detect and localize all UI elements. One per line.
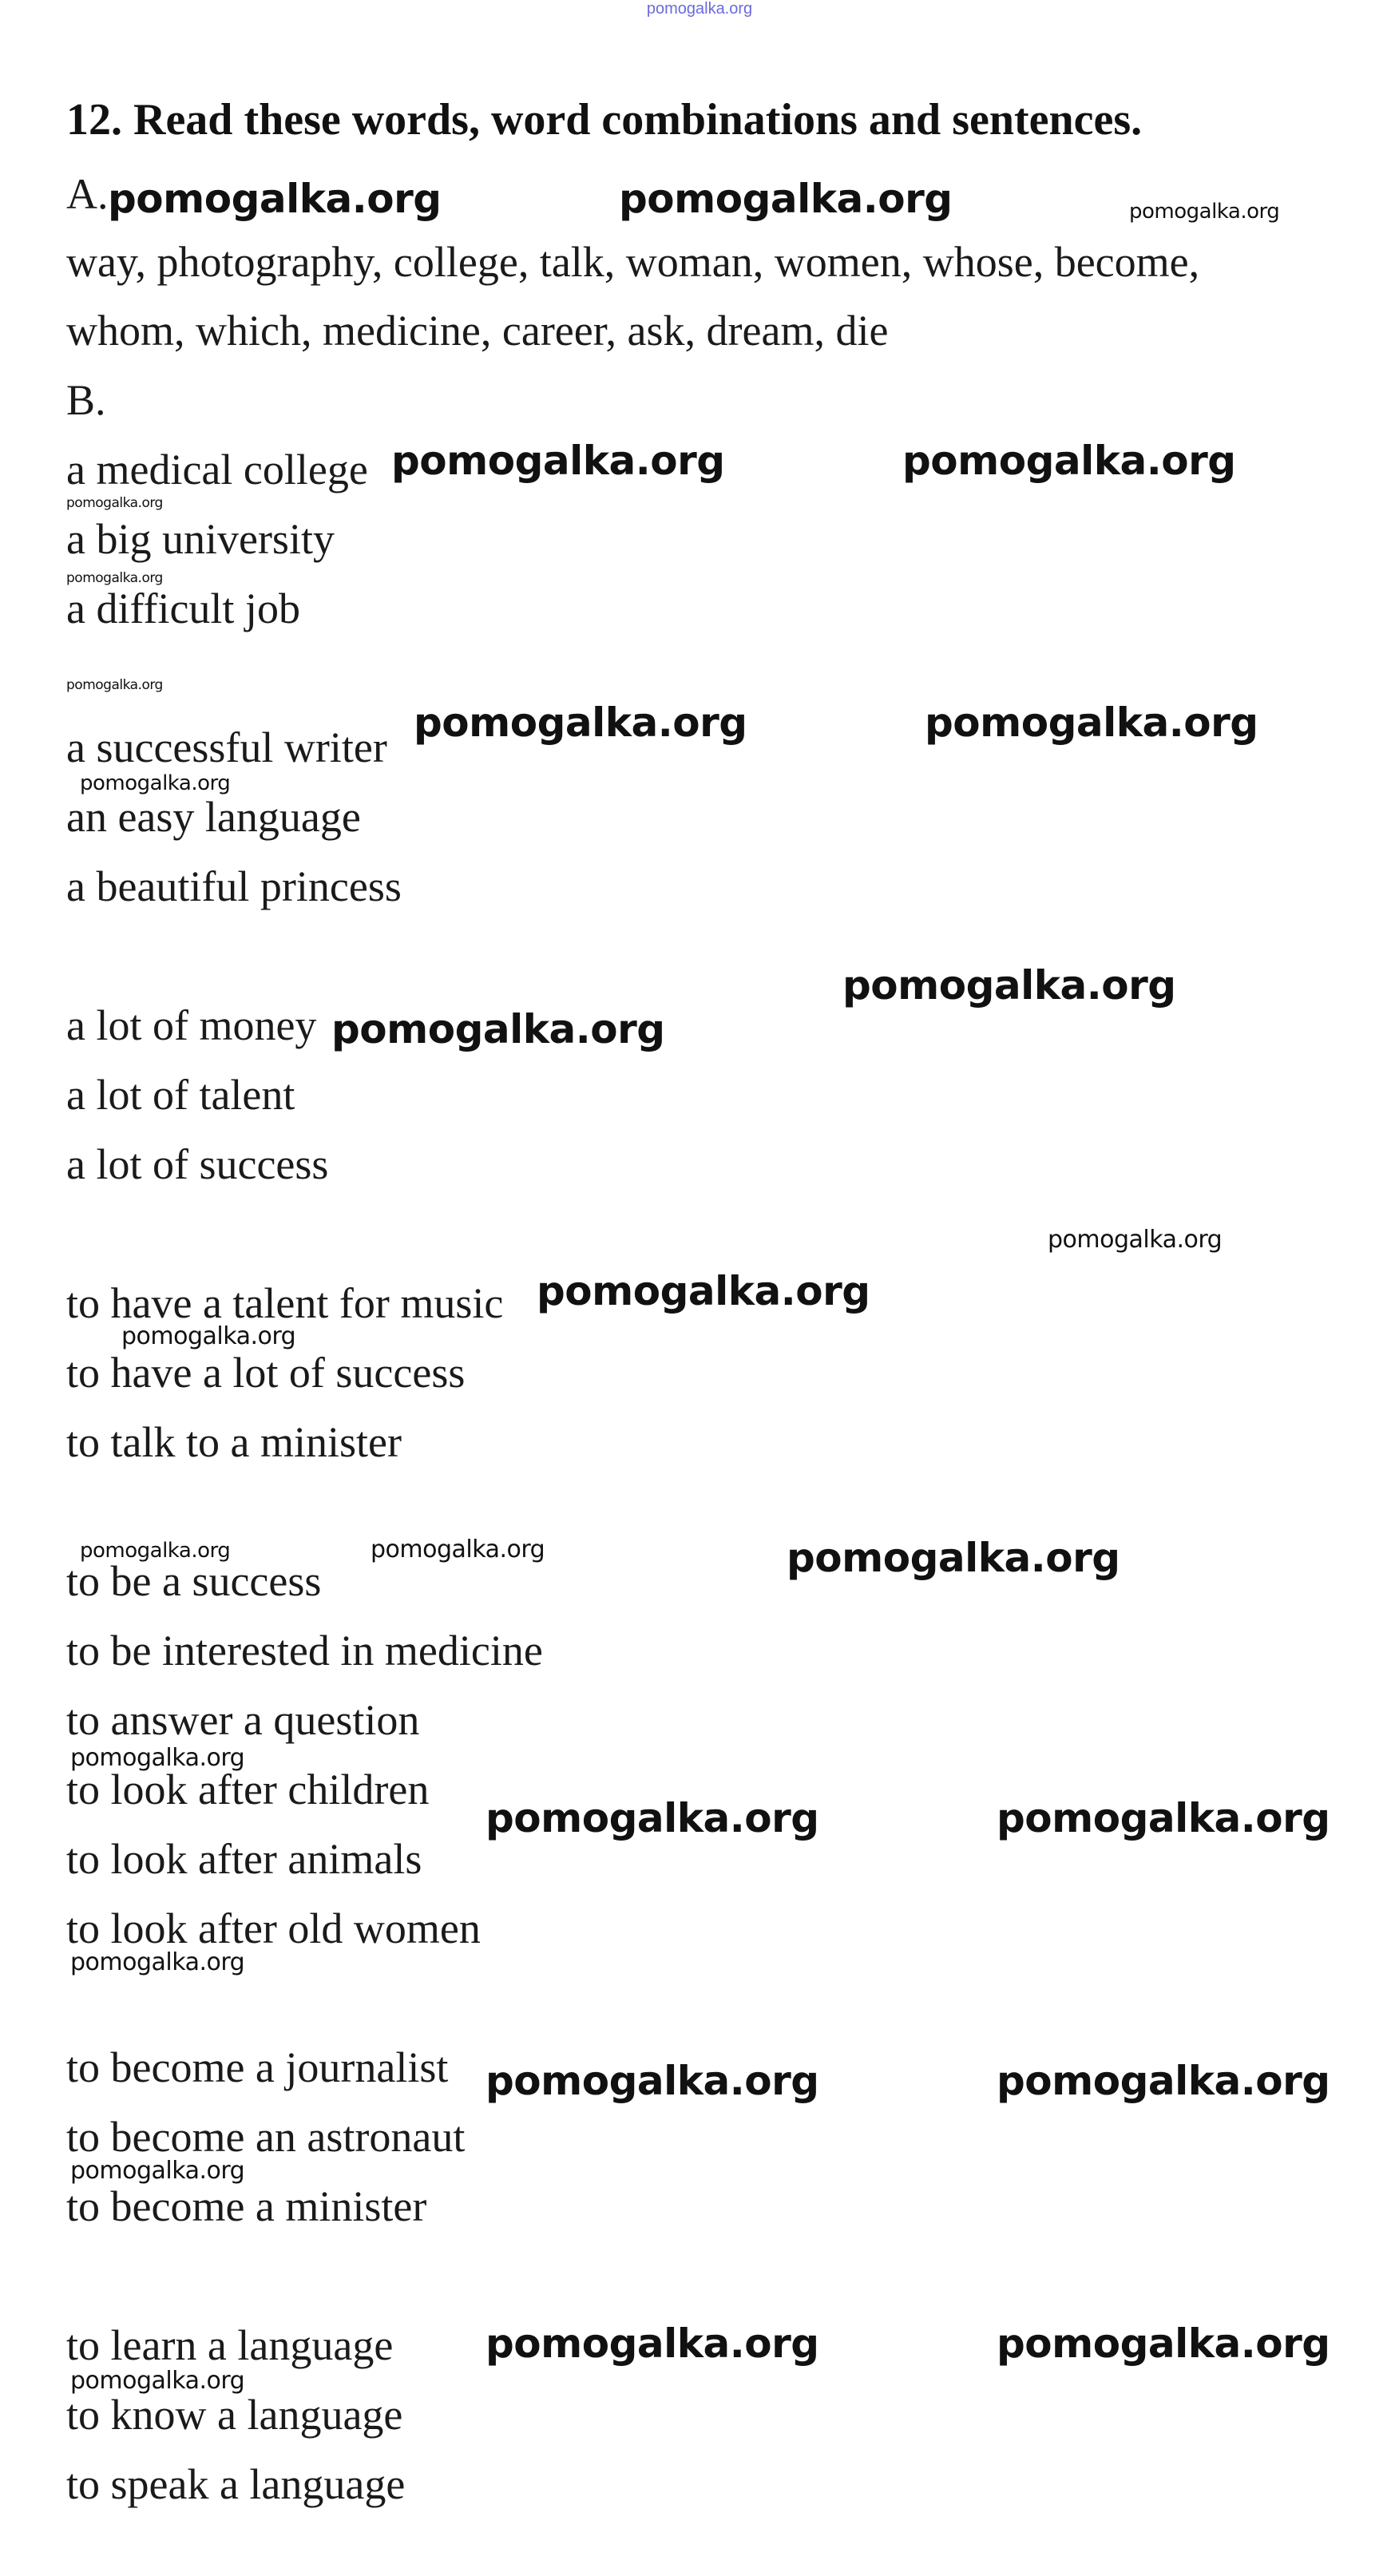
phrase-item: to know a language — [66, 2391, 403, 2439]
watermark-text: pomogalka.org — [70, 1744, 245, 1772]
watermark-text: pomogalka.org — [70, 2157, 245, 2185]
section-b-label: B. — [66, 376, 106, 424]
section-a-words-line-1: way, photography, college, talk, woman, women, whose, become, — [66, 238, 1200, 286]
watermark-text: pomogalka.org — [997, 2320, 1330, 2367]
watermark-text: pomogalka.org — [619, 176, 953, 222]
watermark-text: pomogalka.org — [997, 1795, 1330, 1841]
phrase-item: to look after animals — [66, 1835, 422, 1883]
phrase-item: a beautiful princess — [66, 862, 402, 910]
watermark-text: pomogalka.org — [80, 1539, 231, 1563]
watermark-text: pomogalka.org — [80, 771, 231, 795]
phrase-item: a big university — [66, 515, 335, 563]
phrase-item: to become an astronaut — [66, 2113, 466, 2161]
phrase-item: to have a lot of success — [66, 1349, 466, 1397]
phrase-item: to learn a language — [66, 2321, 394, 2369]
phrase-item: to become a journalist — [66, 2043, 449, 2091]
phrase-item: to talk to a minister — [66, 1418, 402, 1466]
section-a-label: A. — [66, 170, 109, 218]
exercise-title: 12. Read these words, word combinations and sentences. — [66, 95, 1143, 145]
phrase-item: to have a talent for music — [66, 1279, 504, 1327]
phrase-item: a medical college — [66, 446, 368, 493]
watermark-text: pomogalka.org — [842, 962, 1176, 1009]
phrase-item: a lot of money — [66, 1001, 317, 1049]
phrase-item: a successful writer — [66, 723, 387, 771]
watermark-text: pomogalka.org — [485, 1795, 819, 1841]
phrase-item: to be interested in medicine — [66, 1627, 543, 1674]
watermark-text: pomogalka.org — [391, 438, 725, 484]
watermark-text: pomogalka.org — [70, 1948, 245, 1976]
phrase-item: to answer a question — [66, 1696, 420, 1744]
watermark-text: pomogalka.org — [787, 1535, 1120, 1581]
watermark-text: pomogalka.org — [66, 570, 163, 586]
phrase-item: a lot of success — [66, 1140, 329, 1188]
watermark-text: pomogalka.org — [66, 495, 163, 511]
watermark-text: pomogalka.org — [121, 1322, 296, 1350]
watermark-text: pomogalka.org — [997, 2058, 1330, 2104]
watermark-text: pomogalka.org — [485, 2058, 819, 2104]
watermark-text: pomogalka.org — [108, 176, 442, 222]
watermark-text: pomogalka.org — [537, 1268, 870, 1314]
watermark-text: pomogalka.org — [331, 1006, 665, 1052]
watermark-text: pomogalka.org — [925, 699, 1258, 746]
watermark-text: pomogalka.org — [70, 2367, 245, 2395]
watermark-text: pomogalka.org — [371, 1536, 545, 1563]
watermark-text: pomogalka.org — [485, 2320, 819, 2367]
phrase-item: a lot of talent — [66, 1071, 295, 1119]
watermark-text: pomogalka.org — [1048, 1226, 1223, 1254]
phrase-item: an easy language — [66, 793, 361, 841]
watermark-text: pomogalka.org — [66, 677, 163, 693]
section-a-words-line-2: whom, which, medicine, career, ask, dream, die — [66, 307, 889, 355]
phrase-item: to speak a language — [66, 2460, 406, 2508]
phrase-item: to become a minister — [66, 2182, 427, 2230]
watermark-text: pomogalka.org — [902, 438, 1236, 484]
phrase-item: to look after old women — [66, 1904, 481, 1952]
watermark-text: pomogalka.org — [414, 699, 747, 746]
phrase-item: a difficult job — [66, 585, 300, 632]
phrase-item: to look after children — [66, 1766, 430, 1813]
site-watermark-top: pomogalka.org — [646, 0, 753, 18]
watermark-text: pomogalka.org — [1129, 200, 1280, 224]
phrase-item: to be a success — [66, 1557, 322, 1605]
